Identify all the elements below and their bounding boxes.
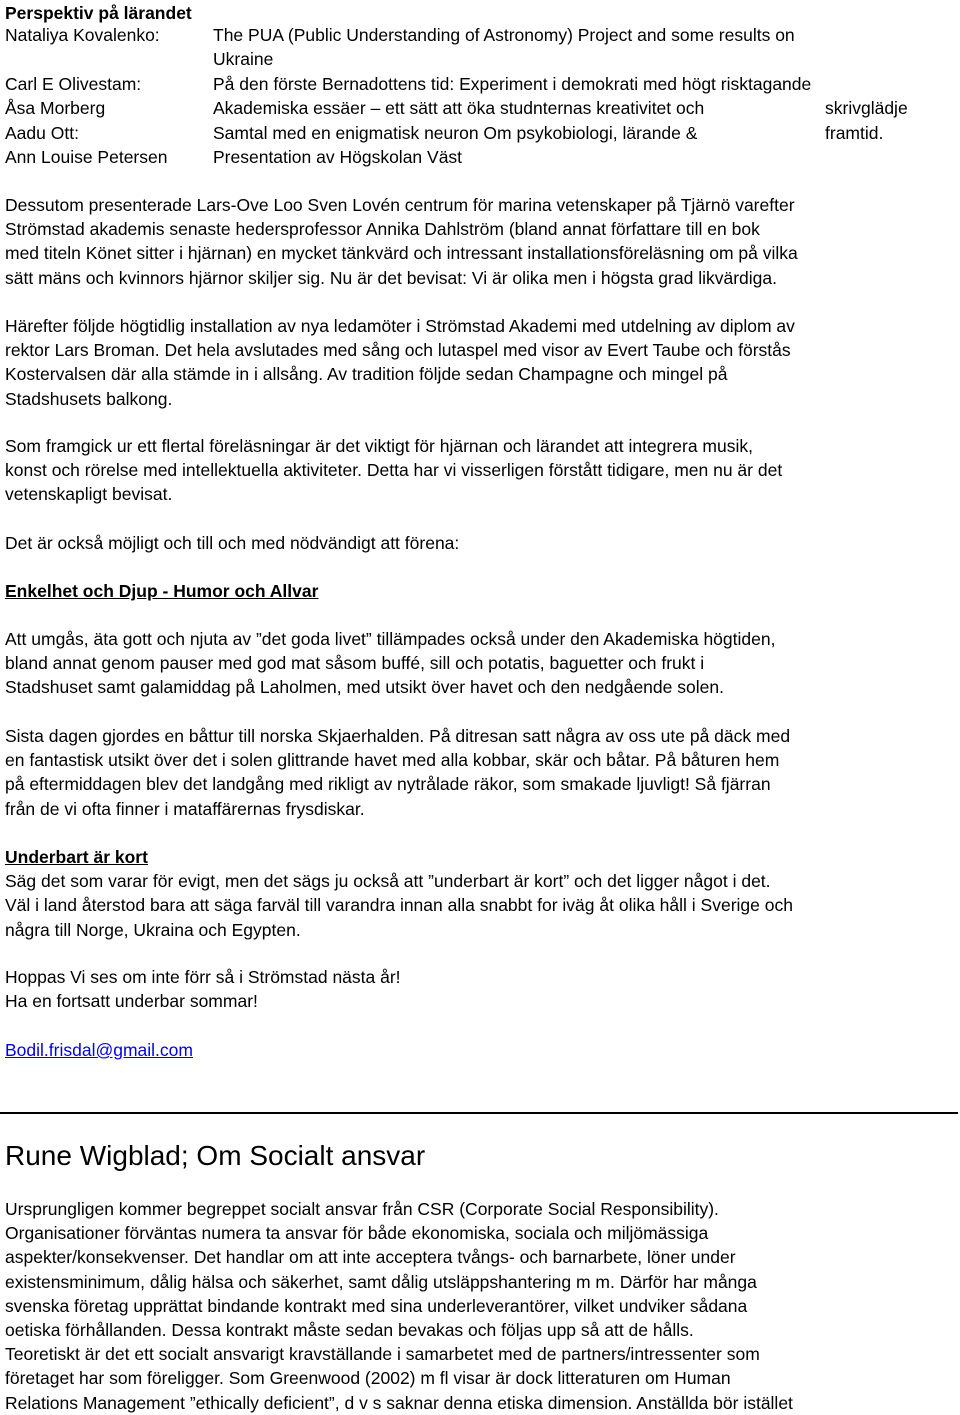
presentation-title: Samtal med en enigmatisk neuron Om psykobiologi, lärande & — [213, 122, 698, 143]
presentation-title-continued: Ukraine — [213, 49, 274, 70]
section-title: Perspektiv på lärandet — [5, 3, 192, 23]
text-line: Strömstad akademis senaste hedersprofessor Annika Dahlström (bland annat författare till en bok — [5, 219, 760, 240]
presentation-title: Presentation av Högskolan Väst — [213, 146, 463, 167]
text-line: från de vi ofta finner i mataffärernas frysdiskar. — [5, 798, 365, 819]
paragraph-music — [5, 434, 782, 507]
paragraph-installation — [5, 314, 795, 411]
text-line: existensminimum, dålig hälsa och säkerhet, samt dålig utsläppshantering m m. Därför har många — [5, 1271, 757, 1292]
text-line: Som framgick ur ett flertal föreläsningar är det viktigt för hjärnan och lärandet att integrera musik, — [5, 436, 753, 456]
presentation-title-tail: framtid. — [825, 122, 884, 143]
paragraph-umgas — [5, 627, 775, 700]
email-line — [5, 1038, 193, 1062]
text-line: Stadshuset samt galamiddag på Laholmen, med utsikt över havet och den nedgående solen. — [5, 677, 724, 698]
presenter-name: Aadu Ott: — [5, 122, 79, 143]
presentation-title-tail: skrivglädje — [825, 98, 908, 119]
presentation-title: Akademiska essäer – ett sätt att öka studnternas kreativitet och — [213, 98, 705, 119]
presentation-list — [5, 23, 955, 169]
presentation-row — [5, 145, 955, 169]
text-line: med titeln Könet sitter i hjärnan) en mycket tänkvärd och intressant installationsföreläsning om på vilka — [5, 243, 798, 264]
text-line: Organisationer förväntas numera ta ansvar för både ekonomiska, sociala och miljömässiga — [5, 1223, 709, 1244]
text-line: svenska företag upprättat bindande kontrakt med sina underleverantörer, vilket undviker sådana — [5, 1295, 748, 1316]
presentation-row — [5, 72, 955, 96]
presentation-title: På den förste Bernadottens tid: Experiment i demokrati med högt risktagande — [213, 73, 812, 94]
text-line: Relations Management ”ethically deficient”, d v s saknar denna etiska dimension. Anställda bör istället — [5, 1392, 793, 1413]
paragraph-battur — [5, 724, 790, 821]
text-line: Sista dagen gjordes en båttur till norska Skjaerhalden. På ditresan satt några av oss ute på däck med — [5, 726, 791, 746]
text-line: aspekter/konsekvenser. Det handlar om att inte acceptera tvångs- och barnarbete, löner under — [5, 1247, 736, 1268]
presentation-row-continuation — [5, 47, 955, 71]
presentation-title: The PUA (Public Understanding of Astronomy) Project and some results on — [213, 25, 795, 45]
text-line: konst och rörelse med intellektuella aktiviteter. Detta har vi visserligen förstått tidigare, men nu är det — [5, 460, 783, 481]
paragraph-underbart — [5, 845, 793, 942]
text-line: Att umgås, äta gott och njuta av ”det goda livet” tillämpades också under den Akademiska högtiden, — [5, 629, 776, 649]
text-line: Väl i land återstod bara att säga farväl till varandra innan alla snabbt for iväg åt olika håll i Sverige och — [5, 895, 793, 916]
text-line: sätt mäns och kvinnors hjärnor skiljer sig. Nu är det bevisat: Vi är olika men i högsta grad likvärdiga. — [5, 267, 777, 288]
presenter-name: Nataliya Kovalenko: — [5, 25, 160, 45]
text-line: Stadshusets balkong. — [5, 388, 173, 409]
email-link[interactable]: Bodil.frisdal@gmail.com — [5, 1040, 193, 1060]
presentation-row — [5, 23, 955, 47]
text-line: några till Norge, Ukraina och Egypten. — [5, 919, 301, 940]
text-line: Hoppas Vi ses om inte förr så i Strömstad nästa år! — [5, 967, 401, 987]
text-line: oetiska förhållanden. Dessa kontrakt måste sedan bevakas och följas upp så att de hålls. — [5, 1320, 694, 1341]
presenter-name: Ann Louise Petersen — [5, 146, 168, 167]
text-line: på eftermiddagen blev det landgång med rikligt av nytrålade räkor, som smakade ljuvligt! Så fjärran — [5, 774, 771, 795]
article-body — [5, 1197, 793, 1415]
text-line: Kostervalsen där alla stämde in i allsång. Av tradition följde sedan Champagne och mingel på — [5, 364, 728, 385]
presentation-row — [5, 121, 955, 145]
subheading-underbart: Underbart är kort — [5, 847, 148, 867]
text-line: Ursprungligen kommer begreppet socialt ansvar från CSR (Corporate Social Responsibility). — [5, 1199, 719, 1219]
presentation-row — [5, 96, 955, 120]
section-divider — [0, 1112, 958, 1114]
text-line: Säg det som varar för evigt, men det sägs ju också att ”underbart är kort” och det ligger något i det. — [5, 871, 771, 892]
text-line: vetenskapligt bevisat. — [5, 484, 173, 505]
text-line: Dessutom presenterade Lars-Ove Loo Sven Lovén centrum för marina vetenskaper på Tjärnö varefter — [5, 195, 795, 215]
article-heading: Rune Wigblad; Om Socialt ansvar — [5, 1140, 426, 1171]
text-line: rektor Lars Broman. Det hela avslutades med sång och lutaspel med visor av Evert Taube och förstås — [5, 340, 791, 361]
paragraph-lars-ove — [5, 193, 798, 290]
paragraph-hoppas — [5, 965, 401, 1013]
subheading-enkelhet: Enkelhet och Djup - Humor och Allvar — [5, 581, 319, 601]
presenter-name: Åsa Morberg — [5, 98, 106, 119]
text-line: Teoretiskt är det ett socialt ansvarigt kravställande i samarbetet med de partners/intressenter som — [5, 1344, 760, 1365]
presenter-name: Carl E Olivestam: — [5, 73, 142, 94]
text-line: bland annat genom pauser med god mat såsom buffé, sill och potatis, baguetter och frukt i — [5, 653, 705, 674]
text-line: Ha en fortsatt underbar sommar! — [5, 991, 258, 1012]
text-line: Härefter följde högtidlig installation av nya ledamöter i Strömstad Akademi med utdelning av diplom av — [5, 316, 795, 336]
text-line: en fantastisk utsikt över det i solen glittrande havet med alla kobbar, skär och båtar. På båturen hem — [5, 750, 780, 771]
paragraph-forena: Det är också möjligt och till och med nödvändigt att förena: — [5, 533, 460, 553]
text-line: företaget har som föreligger. Som Greenwood (2002) m fl visar är dock litteraturen om Human — [5, 1368, 731, 1389]
